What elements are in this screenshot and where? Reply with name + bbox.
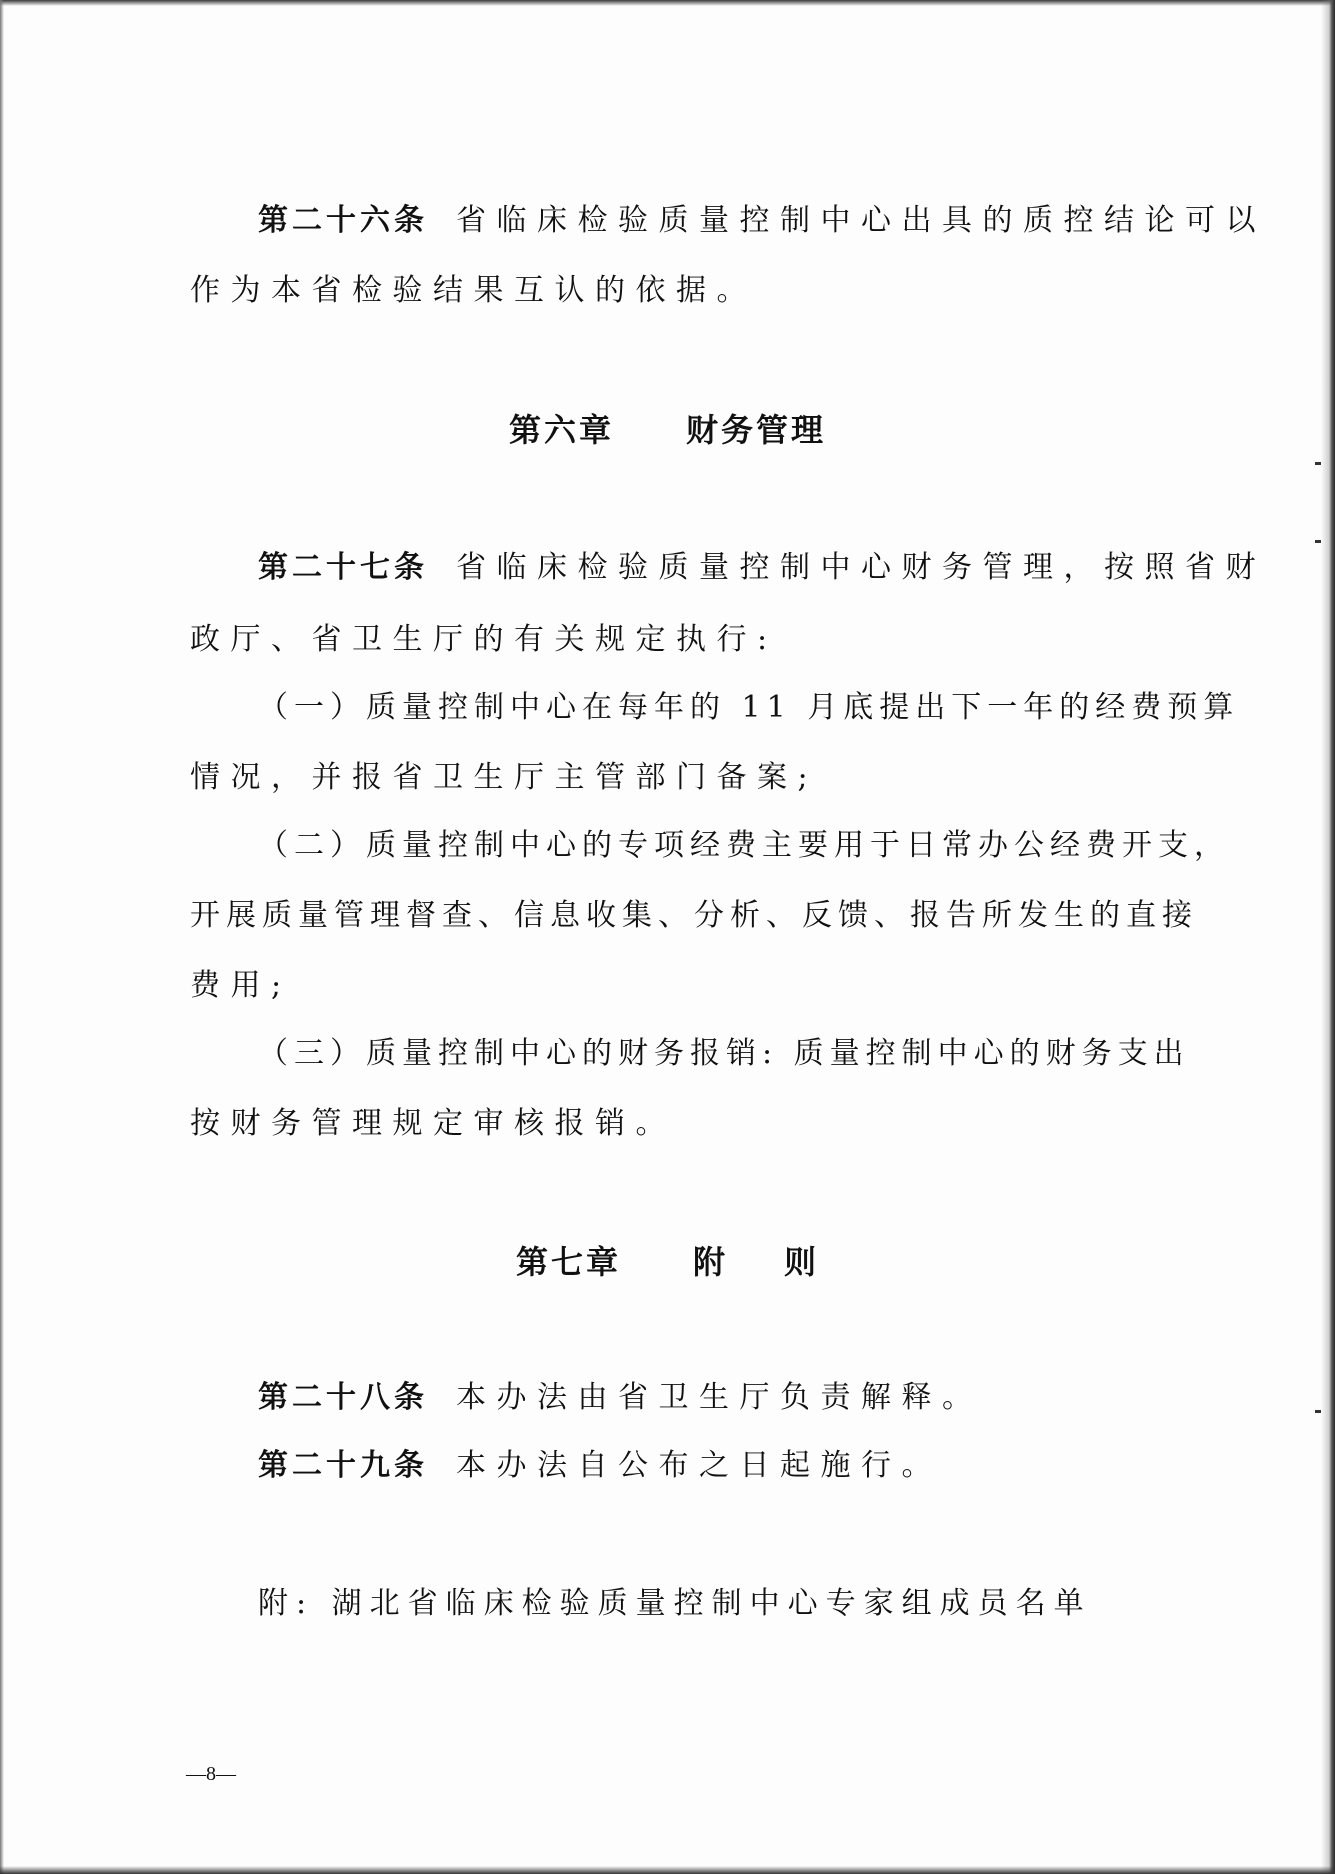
scan-edge-left: [0, 0, 4, 1874]
article-27-number: 第二十七条: [258, 550, 428, 585]
scan-edge-right: [1319, 0, 1335, 1874]
article-29-text: 本办法自公布之日起施行。: [456, 1448, 942, 1483]
item-2-line-1: （二）质量控制中心的专项经费主要用于日常办公经费开支，: [258, 828, 1230, 863]
article-29-number: 第二十九条: [258, 1448, 428, 1483]
scan-edge-top: [0, 0, 1335, 6]
chapter-7-title-char-2: 则: [784, 1243, 820, 1281]
chapter-7-heading: [0, 1240, 1335, 1284]
article-28-text: 本办法由省卫生厅负责解释。: [456, 1380, 983, 1415]
attachment-note: 附: 湖北省临床检验质量控制中心专家组成员名单: [258, 1586, 1092, 1621]
article-28-number: 第二十八条: [258, 1380, 428, 1415]
chapter-6-number: 第六章: [508, 411, 614, 449]
article-29: [258, 1446, 942, 1486]
page-number: —8—: [186, 1763, 236, 1785]
article-26-number: 第二十六条: [258, 203, 428, 238]
article-27-text: 省临床检验质量控制中心财务管理，按照省财: [456, 550, 1266, 585]
article-27-line-1: [258, 548, 1266, 588]
article-27-line-2: 政厅、省卫生厅的有关规定执行:: [190, 622, 778, 657]
chapter-6-title: 财务管理: [686, 411, 827, 449]
article-26-line-2: 作为本省检验结果互认的依据。: [190, 273, 757, 308]
scan-mark: [1315, 1410, 1321, 1413]
article-26-line-1: [258, 201, 1266, 241]
item-2-line-3: 费用;: [190, 968, 292, 1003]
item-2-line-2: 开展质量管理督查、信息收集、分析、反馈、报告所发生的直接: [190, 898, 1198, 933]
item-3-line-1: （三）质量控制中心的财务报销: 质量控制中心的财务支出: [258, 1036, 1190, 1071]
scan-edge-bottom: [0, 1866, 1335, 1874]
item-3-line-2: 按财务管理规定审核报销。: [190, 1106, 676, 1141]
chapter-7-number: 第七章: [515, 1243, 621, 1281]
scan-mark: [1315, 462, 1321, 465]
item-1-line-2: 情况，并报省卫生厅主管部门备案;: [190, 760, 819, 795]
scan-mark: [1315, 540, 1321, 543]
article-26-text: 省临床检验质量控制中心出具的质控结论可以: [456, 203, 1266, 238]
item-1-line-1: （一）质量控制中心在每年的 11 月底提出下一年的经费预算: [258, 690, 1240, 725]
chapter-7-title-char-1: 附: [692, 1243, 728, 1281]
article-28: [258, 1378, 983, 1418]
chapter-6-heading: [0, 408, 1335, 452]
